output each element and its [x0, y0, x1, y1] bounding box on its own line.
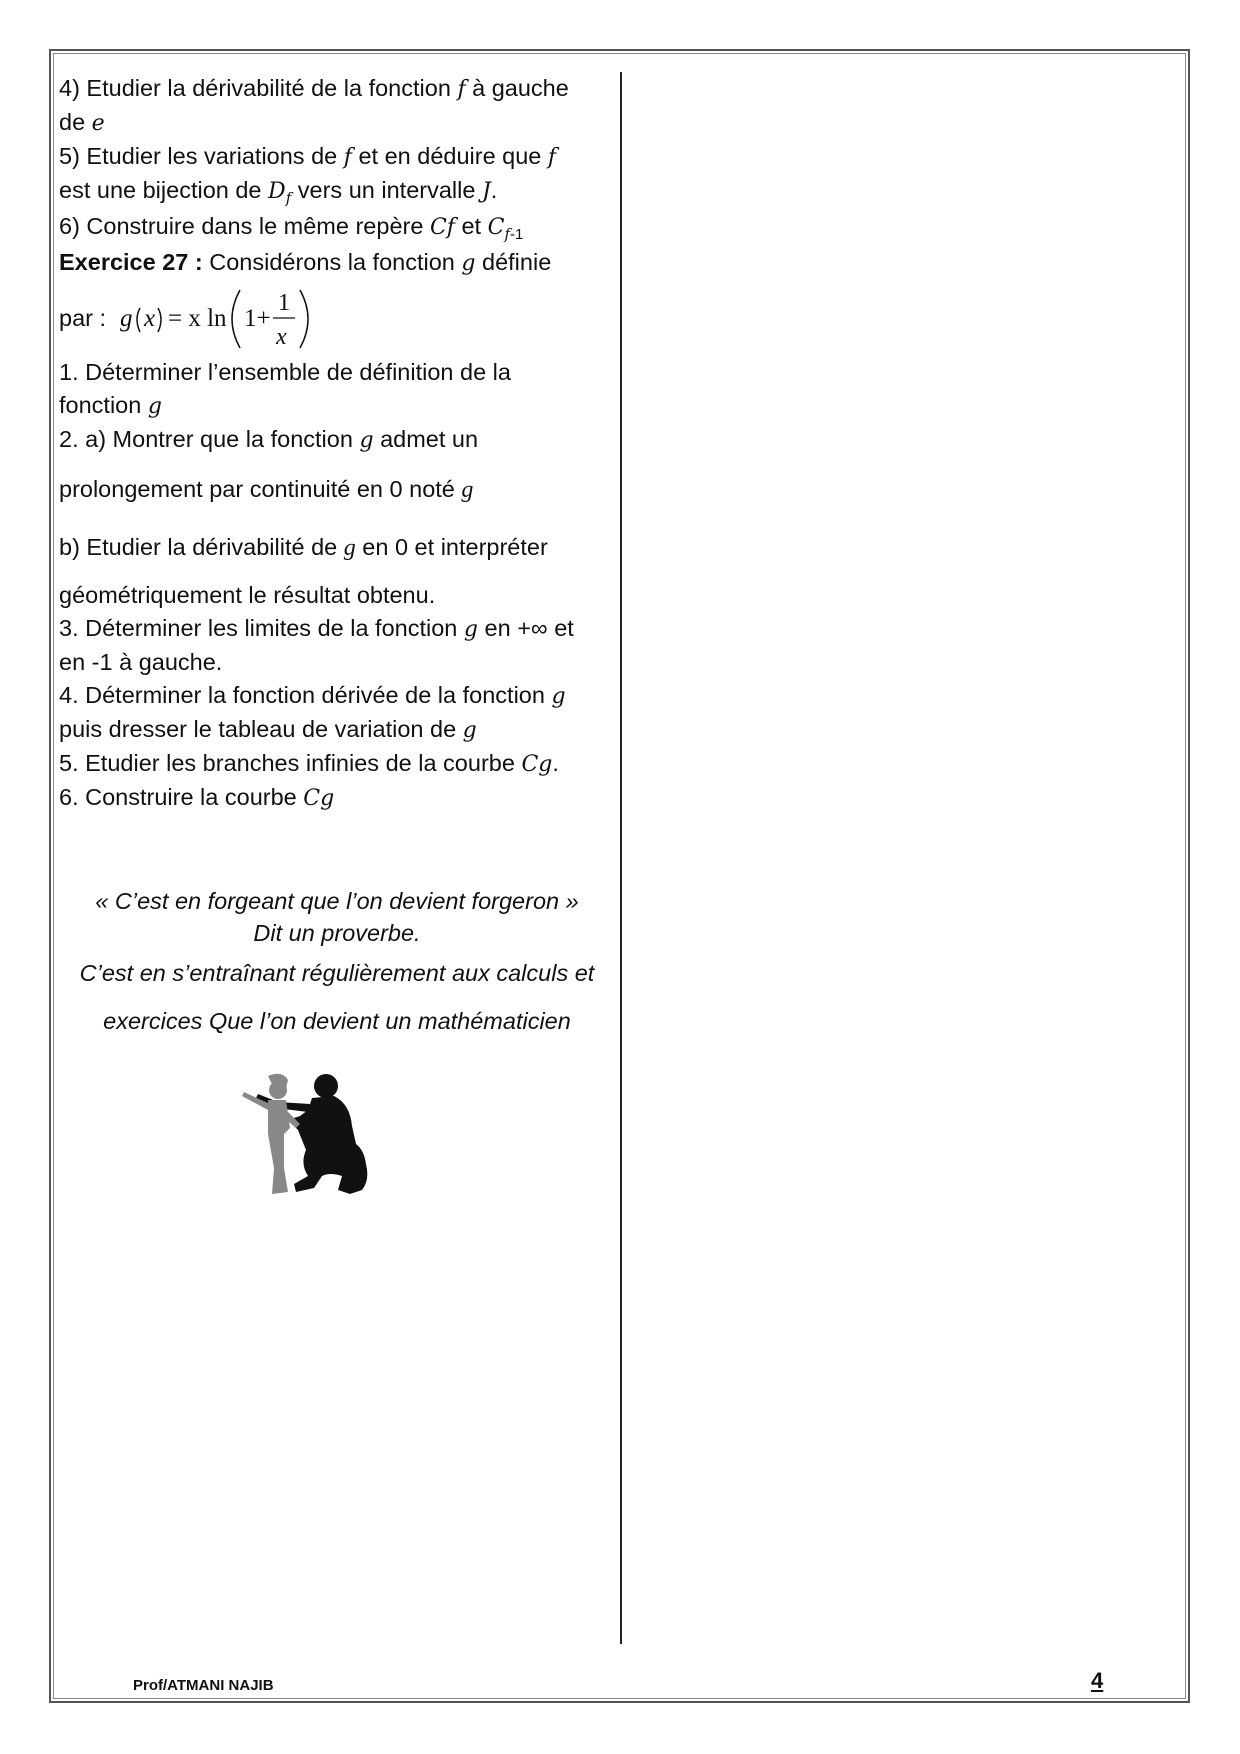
text-line: de e — [59, 109, 105, 136]
quote-line: C’est en s’entraînant régulièrement aux calculs et — [79, 960, 595, 986]
formula-denominator: x — [276, 324, 287, 350]
exercise-heading: Exercice 27 : Considérons la fonction g définie — [59, 249, 552, 276]
formula-x: x — [144, 305, 156, 332]
formula-big-paren-right — [300, 290, 308, 348]
child-silhouette — [242, 1074, 300, 1194]
text-line: 6. Construire la courbe Cg — [59, 784, 335, 811]
text-line: 3. Déterminer les limites de la fonction g en +∞ et — [59, 615, 574, 642]
quote-line: « C’est en forgeant que l’on devient forgeron » — [95, 888, 579, 914]
formula-numerator: 1 — [278, 290, 291, 316]
text-line: est une bijection de $D_f$ vers un intervalle J. — [59, 177, 498, 207]
column-divider — [620, 72, 622, 1644]
formula-paren-right — [158, 308, 161, 332]
quote-line: Dit un proverbe. — [253, 920, 421, 946]
text-line: prolongement par continuité en 0 noté g — [59, 476, 474, 503]
footer-author: Prof/ATMANI NAJIB — [133, 1677, 274, 1694]
text-line: 6) Construire dans le même repère Cf et $C_{f-1}$ — [59, 213, 524, 243]
text-line: 5. Etudier les branches infinies de la courbe Cg. — [59, 750, 559, 777]
text-line: en -1 à gauche. — [59, 649, 223, 675]
formula-g: g — [120, 305, 133, 332]
text-line: géométriquement le résultat obtenu. — [59, 582, 436, 608]
formula-row: par : g x = x ln 1+ 1 x — [59, 282, 615, 354]
quote-line: exercices Que l’on devient un mathématicien — [103, 1008, 571, 1034]
teacher-child-silhouette-image — [238, 1064, 378, 1204]
page-number: 4 — [1091, 1668, 1104, 1693]
formula-one: 1+ — [244, 305, 271, 332]
formula-paren-left — [137, 308, 140, 332]
text-line: 1. Déterminer l’ensemble de définition de la — [59, 359, 511, 385]
formula-big-paren-left — [232, 290, 240, 348]
text-line: puis dresser le tableau de variation de g — [59, 716, 477, 743]
text-line: 4) Etudier la dérivabilité de la fonction f à gauche — [59, 75, 569, 102]
function-formula — [118, 282, 318, 354]
text-line: fonction g — [59, 392, 162, 419]
text-line: 2. a) Montrer que la fonction g admet un — [59, 426, 479, 453]
formula-eq: = x ln — [168, 305, 227, 332]
text-line: 5) Etudier les variations de f et en déduire que f — [59, 143, 557, 170]
text-line: 4. Déterminer la fonction dérivée de la fonction g — [59, 682, 566, 709]
exercise-title: Exercice 27 : — [59, 249, 203, 275]
text-line: b) Etudier la dérivabilité de g en 0 et interpréter — [59, 534, 548, 561]
exercise-content — [59, 72, 615, 815]
